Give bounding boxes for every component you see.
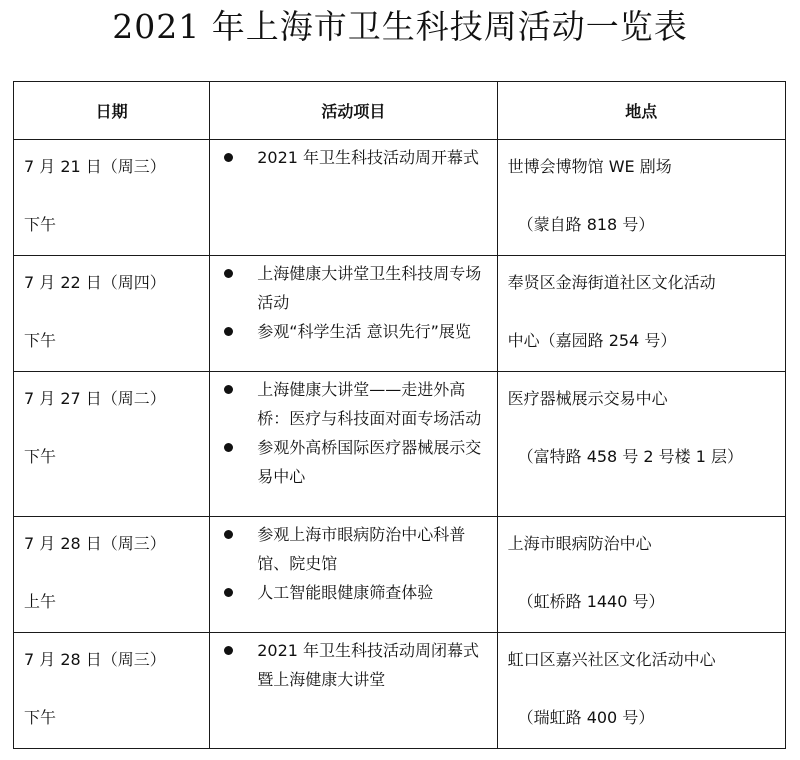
event-date: 7 月 28 日（周三） [24, 650, 166, 669]
activity-item [210, 375, 490, 433]
activity-text: 参观外高桥国际医疗器械展示交易中心 [257, 438, 482, 486]
event-time: 下午 [24, 447, 57, 466]
activity-cell [210, 633, 497, 749]
event-date: 7 月 21 日（周三） [24, 157, 166, 176]
activity-text: 参观上海市眼病防治中心科普馆、院史馆 [257, 525, 466, 573]
event-date: 7 月 28 日（周三） [24, 534, 166, 553]
activity-item [210, 143, 490, 172]
activity-cell [210, 140, 497, 256]
activity-item [210, 578, 490, 607]
event-date: 7 月 27 日（周二） [24, 389, 166, 408]
table-row [14, 633, 786, 749]
activity-item [210, 259, 490, 317]
date-cell [14, 140, 210, 256]
activity-cell [210, 517, 497, 633]
activity-item [210, 636, 490, 694]
event-time: 上午 [24, 592, 57, 611]
table-row [14, 256, 786, 372]
bullet-icon [224, 588, 233, 597]
date-cell [14, 633, 210, 749]
activity-text: 2021 年卫生科技活动周闭幕式暨上海健康大讲堂 [257, 641, 480, 689]
location-name: 虹口区嘉兴社区文化活动中心 [507, 650, 716, 669]
activity-text: 上海健康大讲堂——走进外高桥：医疗与科技面对面专场活动 [257, 380, 482, 428]
location-cell [497, 633, 785, 749]
header-location: 地点 [497, 82, 785, 140]
activity-text: 上海健康大讲堂卫生科技周专场活动 [257, 264, 482, 312]
table-row [14, 517, 786, 633]
activity-schedule-table [13, 81, 786, 749]
activity-item [210, 433, 490, 491]
location-name: 奉贤区金海街道社区文化活动 [507, 273, 716, 292]
activity-text: 2021 年卫生科技活动周开幕式 [257, 148, 480, 167]
event-time: 下午 [24, 215, 57, 234]
location-address: （富特路 458 号 2 号楼 1 层） [517, 447, 744, 466]
date-cell [14, 517, 210, 633]
bullet-icon [224, 530, 233, 539]
activity-item [210, 317, 490, 346]
activity-cell [210, 256, 497, 372]
event-time: 下午 [24, 708, 57, 727]
location-address: （蒙自路 818 号） [517, 215, 655, 234]
location-cell [497, 140, 785, 256]
bullet-icon [224, 646, 233, 655]
location-name: 医疗器械展示交易中心 [507, 389, 668, 408]
location-address: 中心（嘉园路 254 号） [507, 331, 677, 350]
bullet-icon [224, 269, 233, 278]
location-cell [497, 517, 785, 633]
table-header-row [14, 82, 786, 140]
location-address: （虹桥路 1440 号） [517, 592, 665, 611]
bullet-icon [224, 327, 233, 336]
date-cell [14, 256, 210, 372]
location-name: 世博会博物馆 WE 剧场 [507, 157, 672, 176]
bullet-icon [224, 153, 233, 162]
activity-item [210, 520, 490, 578]
table-row [14, 372, 786, 517]
location-cell [497, 372, 785, 517]
event-time: 下午 [24, 331, 57, 350]
event-date: 7 月 22 日（周四） [24, 273, 166, 292]
location-cell [497, 256, 785, 372]
bullet-icon [224, 443, 233, 452]
page-title: 2021 年上海市卫生科技周活动一览表 [112, 7, 688, 46]
activity-text: 人工智能眼健康筛查体验 [257, 583, 434, 602]
header-date: 日期 [14, 82, 210, 140]
bullet-icon [224, 385, 233, 394]
activity-cell [210, 372, 497, 517]
activity-text: 参观“科学生活 意识先行”展览 [257, 322, 471, 341]
table-row [14, 140, 786, 256]
location-address: （瑞虹路 400 号） [517, 708, 655, 727]
header-activity: 活动项目 [210, 82, 497, 140]
location-name: 上海市眼病防治中心 [507, 534, 652, 553]
date-cell [14, 372, 210, 517]
